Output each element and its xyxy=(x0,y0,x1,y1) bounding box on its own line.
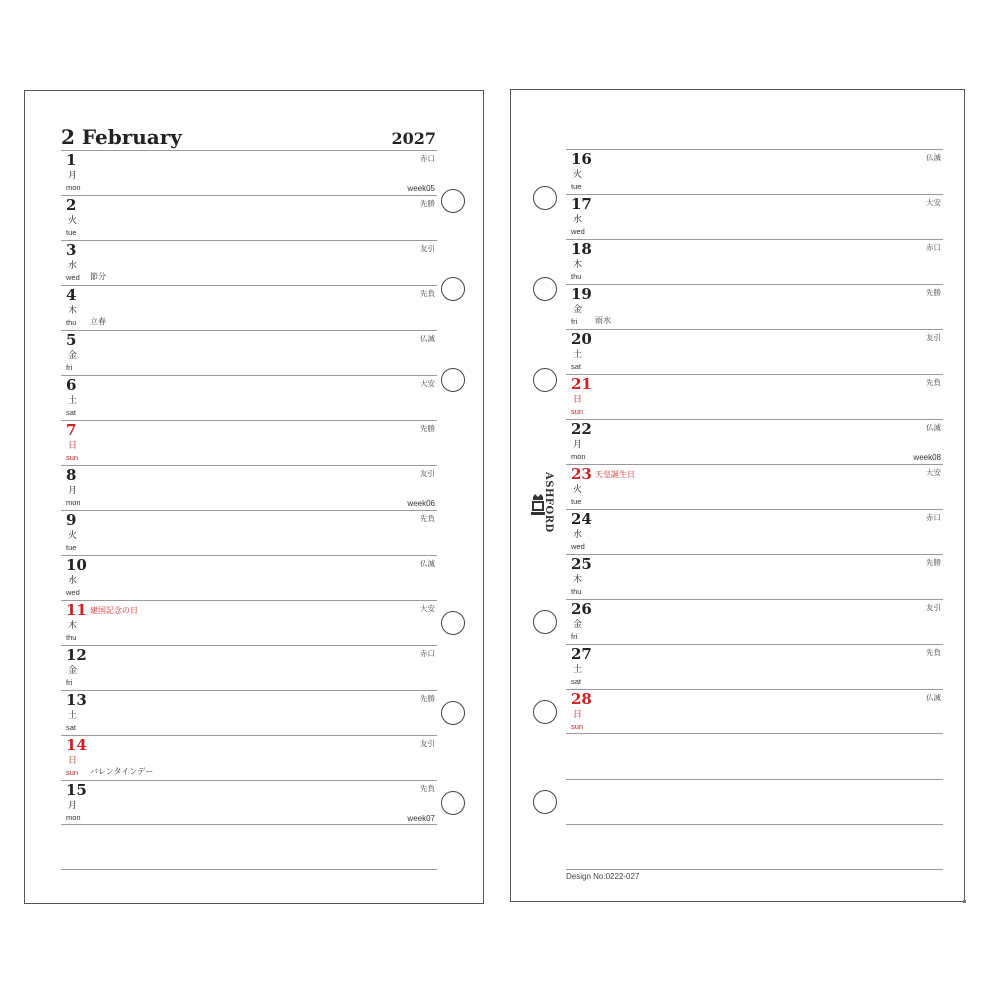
day-row xyxy=(566,329,943,374)
weekday-english: wed xyxy=(66,588,80,597)
right-page xyxy=(510,89,965,902)
blank-line xyxy=(566,824,943,825)
weekday-kanji: 金 xyxy=(573,304,583,314)
rokuyo-label: 先勝 xyxy=(926,558,941,567)
rokuyo-label: 先負 xyxy=(420,289,435,298)
rokuyo-label: 大安 xyxy=(926,468,941,477)
rokuyo-label: 赤口 xyxy=(926,243,941,252)
rokuyo-label: 先勝 xyxy=(420,424,435,433)
day-row xyxy=(566,599,943,644)
day-event: 雨水 xyxy=(595,316,611,325)
brand-logo xyxy=(531,472,561,542)
weekday-english: wed xyxy=(571,542,585,551)
weekday-kanji: 木 xyxy=(573,259,583,269)
weekday-kanji: 土 xyxy=(573,664,583,674)
corner-mark xyxy=(963,900,966,903)
day-number: 4 xyxy=(66,286,77,304)
rokuyo-label: 友引 xyxy=(926,603,941,612)
weekday-kanji: 火 xyxy=(68,215,78,225)
weekday-kanji: 木 xyxy=(68,305,78,315)
design-number: Design No.0222-027 xyxy=(566,872,640,881)
day-row xyxy=(61,780,437,825)
day-event: 建国記念の日 xyxy=(90,606,138,615)
weekday-kanji: 月 xyxy=(68,800,78,810)
rokuyo-label: 赤口 xyxy=(420,154,435,163)
rokuyo-label: 友引 xyxy=(420,469,435,478)
weekday-english: wed xyxy=(66,273,80,282)
weekday-kanji: 日 xyxy=(573,394,583,404)
day-row xyxy=(61,510,437,555)
day-number: 28 xyxy=(571,690,592,708)
weekday-english: fri xyxy=(571,632,578,641)
weekday-kanji: 水 xyxy=(68,260,78,270)
day-row xyxy=(566,239,943,284)
left-page xyxy=(24,90,484,904)
blank-line xyxy=(61,869,437,870)
week-number: week06 xyxy=(407,499,435,508)
binder-hole xyxy=(441,791,465,815)
rokuyo-label: 先負 xyxy=(420,514,435,523)
weekday-kanji: 月 xyxy=(68,170,78,180)
day-row xyxy=(61,735,437,780)
rokuyo-label: 赤口 xyxy=(420,649,435,658)
binder-hole xyxy=(533,790,557,814)
weekday-english: sat xyxy=(66,408,77,417)
day-row xyxy=(566,554,943,599)
binder-hole xyxy=(441,189,465,213)
weekday-english: wed xyxy=(571,227,585,236)
binder-hole xyxy=(533,277,557,301)
day-number: 8 xyxy=(66,466,77,484)
rokuyo-label: 友引 xyxy=(420,244,435,253)
day-row xyxy=(566,644,943,689)
weekday-english: thu xyxy=(571,587,582,596)
weekday-kanji: 木 xyxy=(68,620,78,630)
left-day-list xyxy=(61,150,437,825)
weekday-english: tue xyxy=(571,182,582,191)
rokuyo-label: 大安 xyxy=(420,379,435,388)
day-number: 22 xyxy=(571,420,592,438)
binder-hole xyxy=(441,368,465,392)
blank-line xyxy=(566,869,943,870)
day-number: 12 xyxy=(66,646,87,664)
binder-hole xyxy=(533,368,557,392)
day-number: 21 xyxy=(571,375,592,393)
rokuyo-label: 大安 xyxy=(926,198,941,207)
weekday-english: thu xyxy=(571,272,582,281)
day-row xyxy=(61,375,437,420)
binder-hole xyxy=(533,186,557,210)
day-row xyxy=(566,149,943,194)
day-number: 23 xyxy=(571,465,592,483)
weekday-english: sun xyxy=(571,722,584,731)
rokuyo-label: 先勝 xyxy=(926,288,941,297)
weekday-kanji: 水 xyxy=(573,214,583,224)
weekday-kanji: 日 xyxy=(68,440,78,450)
rokuyo-label: 先負 xyxy=(926,648,941,657)
weekday-english: thu xyxy=(66,633,77,642)
day-row xyxy=(566,194,943,239)
day-event: 節分 xyxy=(90,272,106,281)
weekday-kanji: 金 xyxy=(68,665,78,675)
weekday-english: sat xyxy=(66,723,77,732)
month-title: 2 February xyxy=(61,125,182,149)
weekday-kanji: 金 xyxy=(68,350,78,360)
day-number: 7 xyxy=(66,421,77,439)
day-row xyxy=(61,645,437,690)
day-row xyxy=(566,419,943,464)
day-number: 19 xyxy=(571,285,592,303)
day-number: 11 xyxy=(66,601,87,619)
weekday-kanji: 火 xyxy=(573,169,583,179)
rokuyo-label: 仏滅 xyxy=(420,559,435,568)
rokuyo-label: 仏滅 xyxy=(420,334,435,343)
day-row xyxy=(61,555,437,600)
rokuyo-label: 先勝 xyxy=(420,199,435,208)
weekday-english: thu xyxy=(66,318,77,327)
day-event: 天皇誕生日 xyxy=(595,470,635,479)
day-row xyxy=(61,690,437,735)
day-number: 3 xyxy=(66,241,77,259)
weekday-english: tue xyxy=(66,543,77,552)
binder-hole xyxy=(533,610,557,634)
day-row xyxy=(61,240,437,285)
day-number: 27 xyxy=(571,645,592,663)
week-number: week08 xyxy=(913,453,941,462)
day-row xyxy=(61,150,437,195)
day-number: 14 xyxy=(66,736,87,754)
weekday-english: tue xyxy=(66,228,77,237)
day-number: 24 xyxy=(571,510,592,528)
day-number: 16 xyxy=(571,150,592,168)
weekday-kanji: 月 xyxy=(68,485,78,495)
day-number: 17 xyxy=(571,195,592,213)
day-number: 18 xyxy=(571,240,592,258)
rokuyo-label: 友引 xyxy=(420,739,435,748)
day-row xyxy=(61,285,437,330)
weekday-english: mon xyxy=(571,452,586,461)
weekday-kanji: 水 xyxy=(573,529,583,539)
day-number: 10 xyxy=(66,556,87,574)
weekday-kanji: 月 xyxy=(573,439,583,449)
weekday-kanji: 日 xyxy=(573,709,583,719)
weekday-english: mon xyxy=(66,498,81,507)
binder-hole xyxy=(441,611,465,635)
weekday-english: sat xyxy=(571,677,582,686)
weekday-english: mon xyxy=(66,183,81,192)
rokuyo-label: 先勝 xyxy=(420,694,435,703)
weekday-kanji: 日 xyxy=(68,755,78,765)
rokuyo-label: 先負 xyxy=(926,378,941,387)
rokuyo-label: 仏滅 xyxy=(926,153,941,162)
weekday-kanji: 土 xyxy=(68,710,78,720)
rokuyo-label: 赤口 xyxy=(926,513,941,522)
week-number: week05 xyxy=(407,184,435,193)
binder-hole xyxy=(441,277,465,301)
rokuyo-label: 仏滅 xyxy=(926,423,941,432)
day-number: 6 xyxy=(66,376,77,394)
day-row xyxy=(566,464,943,509)
weekday-kanji: 土 xyxy=(68,395,78,405)
weekday-english: fri xyxy=(571,317,578,326)
day-row xyxy=(566,689,943,734)
rokuyo-label: 先負 xyxy=(420,784,435,793)
rokuyo-label: 友引 xyxy=(926,333,941,342)
day-row xyxy=(61,195,437,240)
weekday-english: sun xyxy=(571,407,584,416)
weekday-kanji: 火 xyxy=(573,484,583,494)
weekday-english: sun xyxy=(66,453,79,462)
day-row xyxy=(61,420,437,465)
day-number: 13 xyxy=(66,691,87,709)
right-day-list xyxy=(566,149,943,734)
weekday-english: tue xyxy=(571,497,582,506)
weekday-english: sat xyxy=(571,362,582,371)
week-number: week07 xyxy=(407,814,435,823)
day-number: 15 xyxy=(66,781,87,799)
rokuyo-label: 大安 xyxy=(420,604,435,613)
weekday-english: fri xyxy=(66,363,73,372)
weekday-kanji: 木 xyxy=(573,574,583,584)
day-number: 25 xyxy=(571,555,592,573)
day-number: 5 xyxy=(66,331,77,349)
day-number: 9 xyxy=(66,511,77,529)
day-row xyxy=(566,284,943,329)
weekday-english: fri xyxy=(66,678,73,687)
day-row xyxy=(566,509,943,554)
day-row xyxy=(566,374,943,419)
day-event: 立春 xyxy=(90,317,106,326)
blank-line xyxy=(566,779,943,780)
binder-hole xyxy=(533,700,557,724)
day-event: バレンタインデー xyxy=(90,767,154,776)
year-label: 2027 xyxy=(391,129,436,148)
weekday-kanji: 金 xyxy=(573,619,583,629)
day-number: 20 xyxy=(571,330,592,348)
day-number: 1 xyxy=(66,151,77,169)
binder-hole xyxy=(441,701,465,725)
day-number: 2 xyxy=(66,196,77,214)
brand-name: ASHFORD xyxy=(543,472,554,533)
day-row xyxy=(61,600,437,645)
day-row xyxy=(61,465,437,510)
weekday-kanji: 水 xyxy=(68,575,78,585)
weekday-english: sun xyxy=(66,768,79,777)
day-row xyxy=(61,330,437,375)
day-number: 26 xyxy=(571,600,592,618)
rokuyo-label: 仏滅 xyxy=(926,693,941,702)
weekday-kanji: 火 xyxy=(68,530,78,540)
weekday-english: mon xyxy=(66,813,81,822)
weekday-kanji: 土 xyxy=(573,349,583,359)
